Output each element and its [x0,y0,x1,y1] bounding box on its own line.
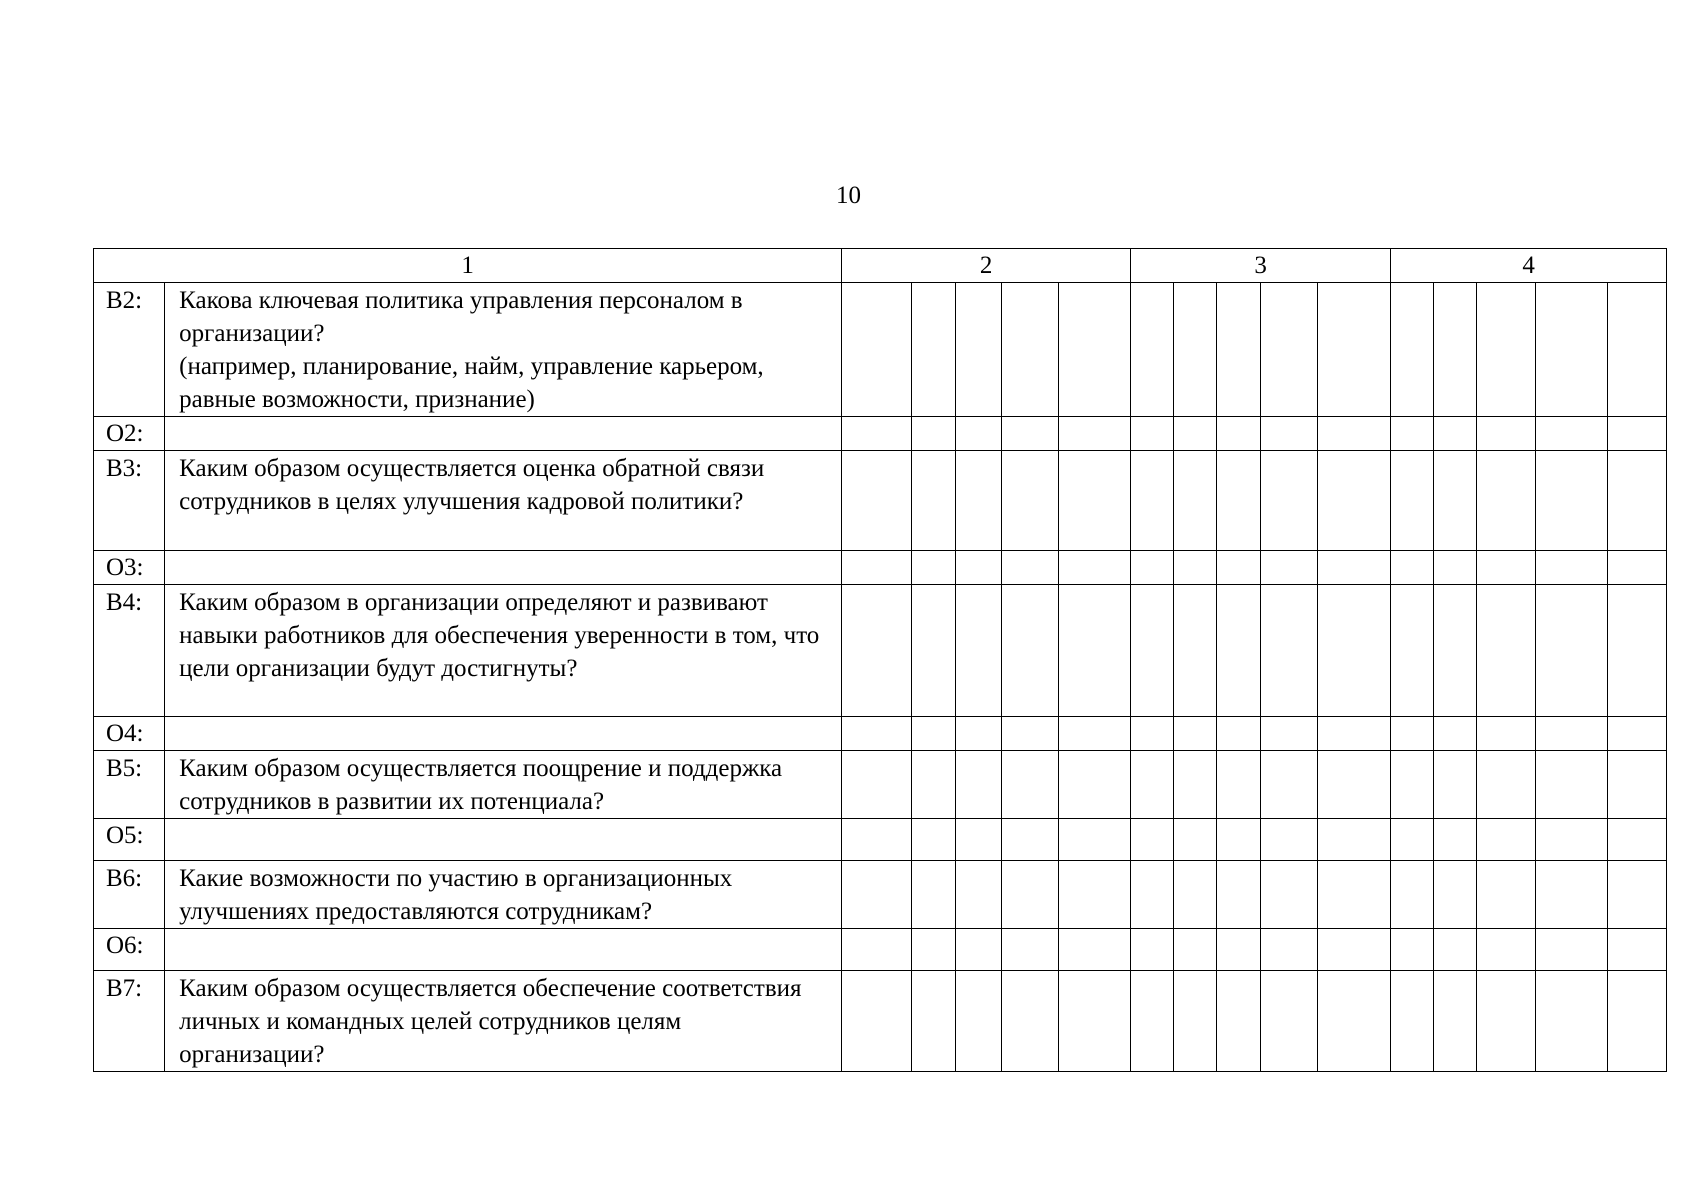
answer-code: О3: [94,551,165,585]
answer-cell[interactable] [1607,417,1666,451]
question-code: В3: [94,451,165,551]
answer-cell[interactable] [1318,283,1391,417]
answer-cell[interactable] [1261,929,1318,971]
answer-cell[interactable] [1058,551,1130,585]
answer-cell[interactable] [1434,971,1477,1072]
answer-cell[interactable] [1318,417,1391,451]
answer-cell[interactable] [1607,861,1666,929]
answer-cell[interactable] [955,451,1001,551]
question-main: Какова ключевая политика управления персоналом в организации? [179,287,743,347]
answer-cell[interactable] [1434,819,1477,861]
answer-cell[interactable] [1058,417,1130,451]
answer-cell[interactable] [1217,551,1261,585]
answer-cell[interactable] [1058,929,1130,971]
answer-cell[interactable] [1001,585,1058,717]
answer-cell[interactable] [1173,283,1216,417]
answer-cell[interactable] [1535,717,1607,751]
answer-cell[interactable] [842,417,912,451]
answer-cell[interactable] [1261,417,1318,451]
answer-cell[interactable] [1130,819,1173,861]
answer-cell[interactable] [1535,971,1607,1072]
page-number: 10 [836,182,861,209]
answer-cell[interactable] [1130,585,1173,717]
answer-cell[interactable] [1477,819,1535,861]
answer-cell[interactable] [1477,751,1535,819]
answer-cell[interactable] [1434,717,1477,751]
answer-cell[interactable] [842,819,912,861]
answer-cell[interactable] [1535,751,1607,819]
answer-cell[interactable] [1261,861,1318,929]
answer-cell[interactable] [1217,751,1261,819]
answer-cell[interactable] [1173,451,1216,551]
answer-cell[interactable] [955,283,1001,417]
question-row [94,751,1667,819]
answer-cell[interactable] [1217,819,1261,861]
answer-cell[interactable] [1058,971,1130,1072]
answer-cell[interactable] [1217,283,1261,417]
answer-cell[interactable] [1001,929,1058,971]
answer-cell[interactable] [1607,551,1666,585]
answer-cell[interactable] [1391,451,1434,551]
answer-cell[interactable] [1434,585,1477,717]
answer-cell[interactable] [1391,929,1434,971]
answer-cell[interactable] [912,717,955,751]
answer-cell[interactable] [1535,861,1607,929]
answer-text-cell[interactable] [165,417,842,451]
answer-cell[interactable] [1434,283,1477,417]
answer-cell[interactable] [1173,551,1216,585]
answer-cell[interactable] [1058,585,1130,717]
answer-cell[interactable] [1001,551,1058,585]
questionnaire-table [93,248,1667,1072]
answer-cell[interactable] [842,929,912,971]
answer-cell[interactable] [1217,451,1261,551]
column-header-4: 4 [1391,249,1667,283]
question-row [94,283,1667,417]
answer-row [94,551,1667,585]
answer-cell[interactable] [1535,451,1607,551]
column-header-2: 2 [842,249,1131,283]
answer-cell[interactable] [1607,717,1666,751]
answer-cell[interactable] [1217,585,1261,717]
answer-cell[interactable] [1173,861,1216,929]
answer-cell[interactable] [1217,717,1261,751]
answer-cell[interactable] [1217,971,1261,1072]
question-text: Каким образом в организации определяют и развивают навыки работников для обеспечения уверенности в том, что цели организации будут достигнуты? [165,585,842,717]
answer-cell[interactable] [1173,819,1216,861]
answer-cell[interactable] [1434,451,1477,551]
column-header-3: 3 [1130,249,1390,283]
answer-cell[interactable] [1001,751,1058,819]
answer-cell[interactable] [1058,861,1130,929]
answer-cell[interactable] [1130,929,1173,971]
answer-cell[interactable] [912,417,955,451]
answer-cell[interactable] [1001,717,1058,751]
answer-cell[interactable] [1607,751,1666,819]
answer-cell[interactable] [1001,819,1058,861]
answer-cell[interactable] [912,551,955,585]
answer-cell[interactable] [1477,861,1535,929]
question-text: Каким образом осуществляется оценка обратной связи сотрудников в целях улучшения кадровой политики? [165,451,842,551]
answer-cell[interactable] [912,751,955,819]
answer-cell[interactable] [842,585,912,717]
answer-cell[interactable] [1434,751,1477,819]
answer-cell[interactable] [1477,585,1535,717]
answer-cell[interactable] [1391,551,1434,585]
answer-cell[interactable] [1173,717,1216,751]
answer-cell[interactable] [912,971,955,1072]
answer-cell[interactable] [1535,551,1607,585]
answer-cell[interactable] [1130,283,1173,417]
answer-cell[interactable] [955,417,1001,451]
answer-cell[interactable] [842,717,912,751]
answer-cell[interactable] [955,929,1001,971]
answer-cell[interactable] [1434,551,1477,585]
answer-cell[interactable] [1535,417,1607,451]
answer-cell[interactable] [1477,971,1535,1072]
answer-cell[interactable] [1391,283,1434,417]
answer-cell[interactable] [1130,971,1173,1072]
answer-cell[interactable] [1434,929,1477,971]
answer-cell[interactable] [1173,751,1216,819]
answer-cell[interactable] [1434,861,1477,929]
answer-cell[interactable] [1318,585,1391,717]
question-row [94,451,1667,551]
question-text: Каким образом осуществляется обеспечение соответствия личных и командных целей сотрудников целям организации? [165,971,842,1072]
question-note: (например, планирование, найм, управление карьером, равные возможности, признание) [179,353,764,413]
answer-cell[interactable] [912,283,955,417]
answer-cell[interactable] [955,751,1001,819]
question-code: В7: [94,971,165,1072]
column-header-1: 1 [94,249,842,283]
question-code: В2: [94,283,165,417]
question-row [94,971,1667,1072]
answer-cell[interactable] [955,971,1001,1072]
answer-cell[interactable] [1058,819,1130,861]
answer-cell[interactable] [1318,861,1391,929]
answer-row [94,717,1667,751]
answer-cell[interactable] [912,819,955,861]
answer-cell[interactable] [1477,451,1535,551]
answer-cell[interactable] [912,929,955,971]
answer-cell[interactable] [1261,585,1318,717]
answer-cell[interactable] [1318,929,1391,971]
answer-text-cell[interactable] [165,819,842,861]
answer-cell[interactable] [1261,751,1318,819]
answer-cell[interactable] [1130,717,1173,751]
answer-row [94,929,1667,971]
answer-cell[interactable] [1058,751,1130,819]
answer-cell[interactable] [1391,585,1434,717]
answer-cell[interactable] [1261,717,1318,751]
answer-cell[interactable] [912,585,955,717]
answer-code: О2: [94,417,165,451]
answer-text-cell[interactable] [165,717,842,751]
answer-cell[interactable] [1535,819,1607,861]
answer-cell[interactable] [1261,283,1318,417]
answer-row [94,819,1667,861]
question-code: В4: [94,585,165,717]
answer-cell[interactable] [1261,451,1318,551]
answer-cell[interactable] [842,971,912,1072]
answer-cell[interactable] [1173,929,1216,971]
question-text: Какие возможности по участию в организационных улучшениях предоставляются сотрудникам? [165,861,842,929]
answer-cell[interactable] [1261,971,1318,1072]
header-row [94,249,1667,283]
answer-cell[interactable] [1173,585,1216,717]
answer-cell[interactable] [1217,417,1261,451]
question-text: Каким образом осуществляется поощрение и поддержка сотрудников в развитии их потенциала? [165,751,842,819]
answer-cell[interactable] [1391,751,1434,819]
answer-cell[interactable] [1477,717,1535,751]
question-row [94,861,1667,929]
answer-cell[interactable] [1318,751,1391,819]
answer-cell[interactable] [1001,971,1058,1072]
answer-cell[interactable] [842,751,912,819]
answer-cell[interactable] [1217,929,1261,971]
answer-cell[interactable] [1058,717,1130,751]
answer-cell[interactable] [1001,417,1058,451]
answer-cell[interactable] [1058,451,1130,551]
answer-cell[interactable] [955,861,1001,929]
answer-cell[interactable] [1130,861,1173,929]
answer-cell[interactable] [1477,929,1535,971]
question-row [94,585,1667,717]
answer-cell[interactable] [842,551,912,585]
answer-cell[interactable] [1261,819,1318,861]
answer-cell[interactable] [955,551,1001,585]
answer-cell[interactable] [1391,971,1434,1072]
answer-cell[interactable] [1607,585,1666,717]
question-text [165,283,842,417]
answer-cell[interactable] [955,717,1001,751]
answer-cell[interactable] [1477,283,1535,417]
answer-cell[interactable] [1058,283,1130,417]
answer-cell[interactable] [1001,451,1058,551]
answer-cell[interactable] [1391,417,1434,451]
answer-cell[interactable] [1607,929,1666,971]
answer-cell[interactable] [1391,819,1434,861]
answer-code: О6: [94,929,165,971]
answer-cell[interactable] [1535,929,1607,971]
answer-row [94,417,1667,451]
answer-cell[interactable] [955,585,1001,717]
answer-cell[interactable] [912,451,955,551]
answer-cell[interactable] [1477,417,1535,451]
question-code: В5: [94,751,165,819]
answer-code: О4: [94,717,165,751]
answer-cell[interactable] [1607,451,1666,551]
answer-cell[interactable] [1318,971,1391,1072]
answer-cell[interactable] [1318,451,1391,551]
answer-cell[interactable] [955,819,1001,861]
answer-cell[interactable] [842,861,912,929]
answer-cell[interactable] [1391,717,1434,751]
answer-cell[interactable] [1001,861,1058,929]
answer-cell[interactable] [1535,585,1607,717]
answer-cell[interactable] [1607,819,1666,861]
answer-cell[interactable] [1173,971,1216,1072]
answer-text-cell[interactable] [165,929,842,971]
answer-code: О5: [94,819,165,861]
answer-cell[interactable] [1318,819,1391,861]
answer-cell[interactable] [1318,551,1391,585]
answer-cell[interactable] [912,861,955,929]
answer-cell[interactable] [1607,283,1666,417]
answer-cell[interactable] [1130,751,1173,819]
answer-cell[interactable] [1607,971,1666,1072]
answer-cell[interactable] [1130,451,1173,551]
answer-cell[interactable] [1130,417,1173,451]
answer-cell[interactable] [1001,283,1058,417]
answer-cell[interactable] [1477,551,1535,585]
answer-cell[interactable] [1535,283,1607,417]
answer-cell[interactable] [1318,717,1391,751]
answer-cell[interactable] [1261,551,1318,585]
answer-cell[interactable] [1434,417,1477,451]
answer-cell[interactable] [1391,861,1434,929]
answer-cell[interactable] [1217,861,1261,929]
answer-cell[interactable] [842,451,912,551]
answer-text-cell[interactable] [165,551,842,585]
answer-cell[interactable] [1130,551,1173,585]
answer-cell[interactable] [1173,417,1216,451]
question-code: В6: [94,861,165,929]
answer-cell[interactable] [842,283,912,417]
